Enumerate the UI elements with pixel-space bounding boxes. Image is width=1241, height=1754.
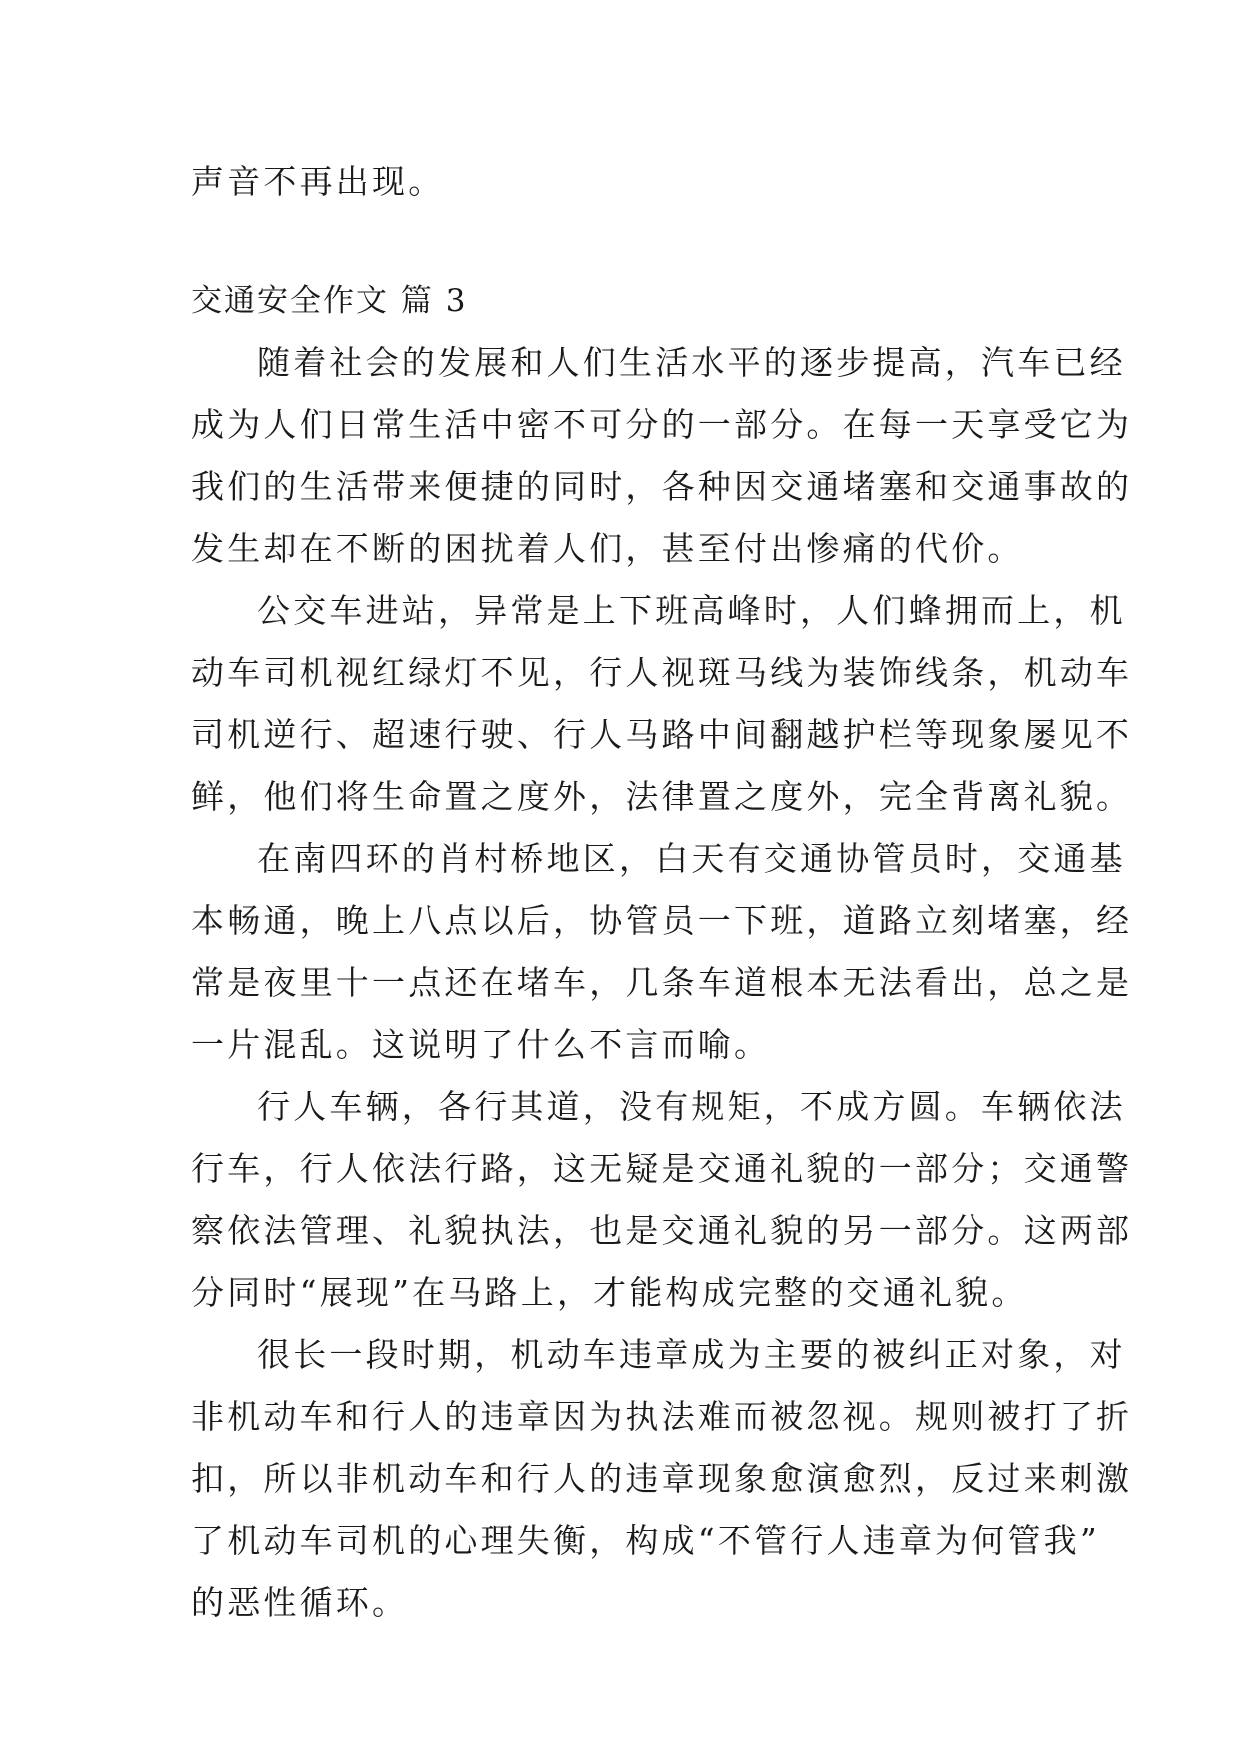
paragraph-line: 随着社会的发展和人们生活水平的逐步提高，汽车已经 (257, 343, 1126, 382)
paragraph-line: 一片混乱。这说明了什么不言而喻。 (191, 1025, 771, 1064)
paragraph-line: 本畅通，晚上八点以后，协管员一下班，道路立刻堵塞，经 (191, 901, 1133, 940)
paragraph-line: 成为人们日常生活中密不可分的一部分。在每一天享受它为 (191, 405, 1133, 444)
paragraph-line: 分同时“展现”在马路上，才能构成完整的交通礼貌。 (191, 1273, 1028, 1312)
paragraph-line: 了机动车司机的心理失衡，构成“不管行人违章为何管我” (191, 1521, 1100, 1560)
paragraph-line: 公交车进站，异常是上下班高峰时，人们蜂拥而上，机 (257, 591, 1126, 630)
paragraph-line: 的恶性循环。 (191, 1583, 409, 1622)
paragraph-line: 声音不再出现。 (191, 162, 445, 201)
paragraph-line: 行车，行人依法行路，这无疑是交通礼貌的一部分；交通警 (191, 1149, 1133, 1188)
paragraph-line: 发生却在不断的困扰着人们，甚至付出惨痛的代价。 (191, 529, 1024, 568)
paragraph-line: 在南四环的肖村桥地区，白天有交通协管员时，交通基 (257, 839, 1126, 878)
paragraph-line: 行人车辆，各行其道，没有规矩，不成方圆。车辆依法 (257, 1087, 1126, 1126)
paragraph-line: 动车司机视红绿灯不见，行人视斑马线为装饰线条，机动车 (191, 653, 1133, 692)
paragraph-line: 常是夜里十一点还在堵车，几条车道根本无法看出，总之是 (191, 963, 1133, 1002)
paragraph-line: 扣，所以非机动车和行人的违章现象愈演愈烈，反过来刺激 (191, 1459, 1133, 1498)
paragraph-line: 司机逆行、超速行驶、行人马路中间翻越护栏等现象屡见不 (191, 715, 1133, 754)
paragraph-line: 我们的生活带来便捷的同时，各种因交通堵塞和交通事故的 (191, 467, 1133, 506)
paragraph-line: 很长一段时期，机动车违章成为主要的被纠正对象，对 (257, 1335, 1126, 1374)
section-heading: 交通安全作文 篇 3 (191, 283, 468, 319)
paragraph-line: 鲜，他们将生命置之度外，法律置之度外，完全背离礼貌。 (191, 777, 1133, 816)
paragraph-line: 察依法管理、礼貌执法，也是交通礼貌的另一部分。这两部 (191, 1211, 1133, 1250)
paragraph-line: 非机动车和行人的违章因为执法难而被忽视。规则被打了折 (191, 1397, 1133, 1436)
